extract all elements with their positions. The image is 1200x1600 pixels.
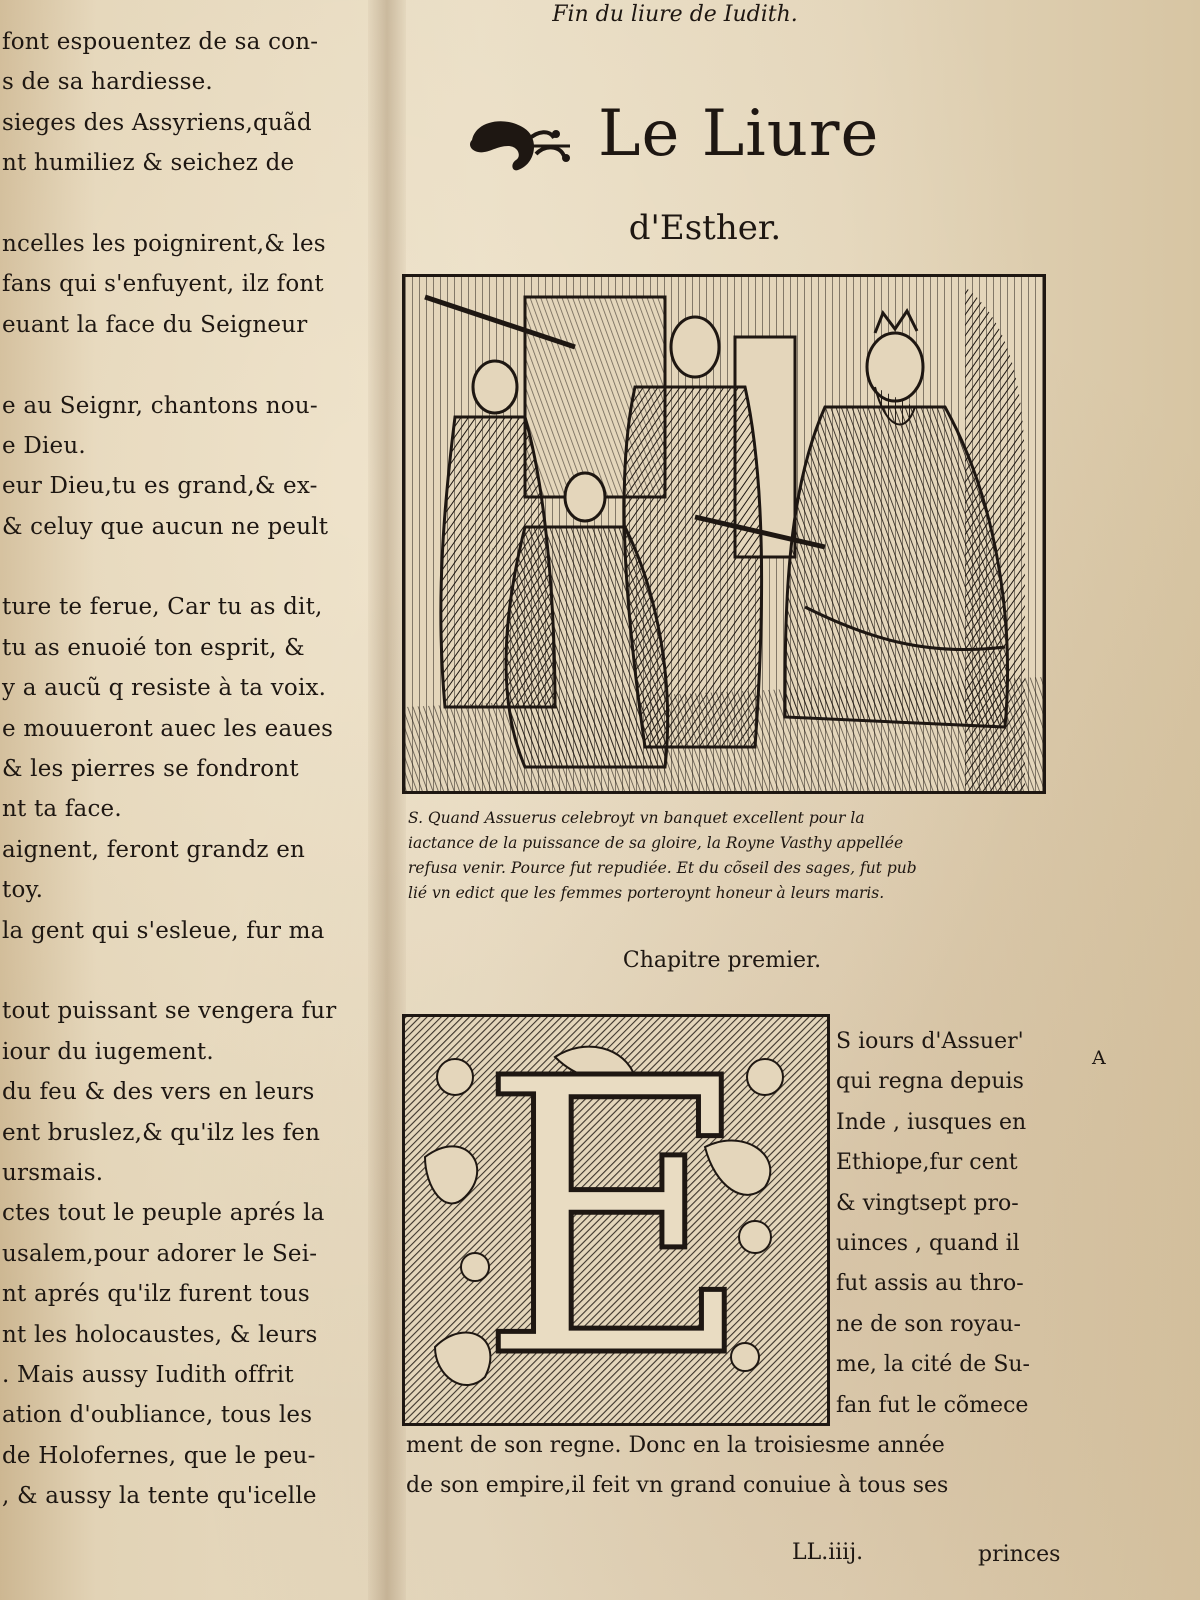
text-line: aignent, feront grandz en (2, 836, 306, 863)
woodcut-caption (408, 806, 1068, 906)
text-line (0, 951, 372, 991)
text-line: qui regna depuis (836, 1069, 1024, 1095)
caption-line: refusa venir. Pource fut repudiée. Et du cõseil des sages, fut pub (408, 859, 917, 877)
initial-letter-e: E (477, 1014, 755, 1426)
chapter-heading: Chapitre premier. (622, 948, 822, 973)
text-line: nt ta face. (2, 796, 122, 823)
woodcut-scene-image (405, 277, 1043, 791)
text-line: ursmais. (2, 1159, 104, 1186)
text-line: usalem,pour adorer le Sei- (2, 1240, 318, 1267)
text-line: du feu & des vers en leurs (2, 1079, 315, 1106)
text-line: ne de son royau- (836, 1311, 1021, 1337)
text-line: euant la face du Seigneur (2, 311, 308, 338)
text-line: ctes tout le peuple aprés la (2, 1200, 325, 1227)
text-line: Ethiope,fur cent (836, 1150, 1018, 1176)
text-line: fut assis au thro- (836, 1271, 1024, 1297)
text-line: s de sa hardiesse. (2, 69, 213, 96)
caption-line: lié vn edict que les femmes porteroynt honeur à leurs maris. (408, 884, 885, 902)
woodcut-illustration (402, 274, 1046, 794)
book-title: Le Liure (598, 97, 880, 171)
text-line: ment de son regne. Donc en la troisiesme année (406, 1433, 945, 1458)
text-line: toy. (2, 877, 44, 904)
text-line: y a aucũ q resiste à ta voix. (2, 675, 327, 702)
page-gutter-shadow (368, 0, 406, 1600)
text-line: & les pierres se fondront (2, 756, 299, 783)
fleuron-ornament-icon (466, 110, 586, 180)
text-line: la gent qui s'esleue, fur ma (2, 917, 325, 944)
text-line: fan fut le cõmece (836, 1392, 1029, 1418)
text-line: nt les holocaustes, & leurs (2, 1321, 318, 1348)
text-line: fans qui s'enfuyent, ilz font (2, 271, 324, 298)
chapter-text-full (406, 1426, 1086, 1507)
text-line: tu as enuoié ton esprit, & (2, 634, 305, 661)
text-line: ent bruslez,& qu'ilz les fen (2, 1119, 321, 1146)
text-line: , & aussy la tente qu'icelle (2, 1483, 317, 1510)
text-line: nt aprés qu'ilz furent tous (2, 1281, 310, 1308)
text-line: Inde , iusques en (836, 1109, 1027, 1135)
text-line: sieges des Assyriens,quãd (2, 109, 312, 136)
catchword: princes (978, 1542, 1061, 1567)
text-line: & vingtsept pro- (836, 1190, 1019, 1216)
text-line: S iours d'Assuer' (836, 1029, 1024, 1054)
text-line: . Mais aussy Iudith offrit (2, 1361, 294, 1388)
text-line (0, 184, 372, 224)
text-line: uinces , quand il (836, 1230, 1020, 1256)
book-subtitle: d'Esther. (628, 208, 782, 248)
margin-letter: A (1092, 1047, 1106, 1069)
decorated-initial (402, 1014, 830, 1426)
text-line: & celuy que aucun ne peult (2, 513, 329, 540)
text-line: iour du iugement. (2, 1038, 214, 1065)
signature-mark: LL.iiij. (792, 1540, 864, 1565)
text-line: e mouueront auec les eaues (2, 715, 334, 742)
text-line: ncelles les poignirent,& les (2, 230, 326, 257)
left-text-column (0, 22, 372, 1516)
text-line (0, 547, 372, 587)
text-line: nt humiliez & seichez de (2, 150, 295, 177)
text-line: ture te ferue, Car tu as dit, (2, 594, 323, 621)
text-line: e Dieu. (2, 432, 86, 459)
caption-line: S. Quand Assuerus celebroyt vn banquet excellent pour la (408, 809, 865, 827)
text-line: eur Dieu,tu es grand,& ex- (2, 473, 318, 500)
text-line (0, 345, 372, 385)
text-line: ation d'oubliance, tous les (2, 1402, 313, 1429)
text-line: de son empire,il feit vn grand conuiue à tous ses (406, 1473, 949, 1499)
text-line: me, la cité de Su- (836, 1352, 1030, 1378)
chapter-text-narrow (836, 1022, 1076, 1426)
running-head: Fin du liure de Iudith. (552, 2, 798, 27)
text-line: tout puissant se vengera fur (2, 998, 337, 1025)
text-line: de Holofernes, que le peu- (2, 1442, 316, 1469)
text-line: font espouentez de sa con- (2, 29, 319, 55)
caption-line: iactance de la puissance de sa gloire, la Royne Vasthy appellée (408, 834, 904, 852)
text-line: e au Seignr, chantons nou- (2, 392, 318, 419)
